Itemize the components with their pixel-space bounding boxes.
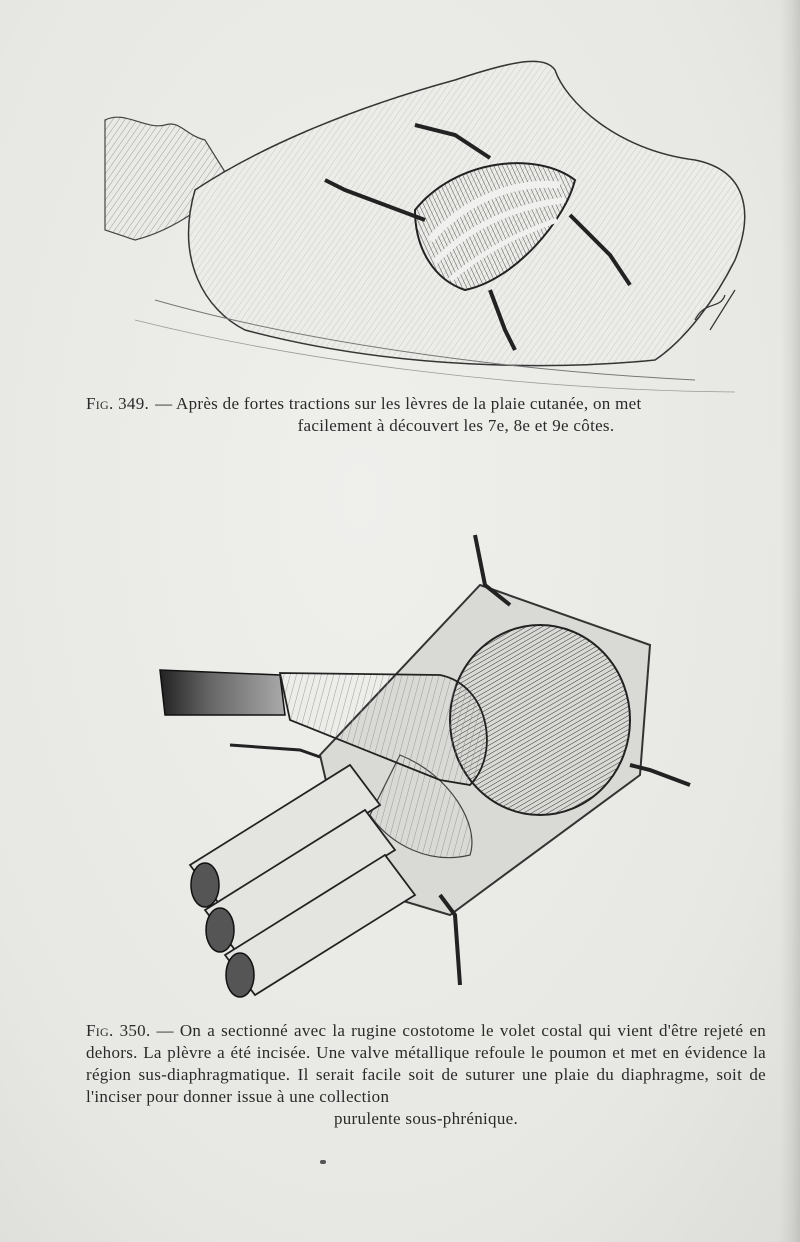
- figure-350-caption-last: purulente sous-phrénique.: [333, 1109, 519, 1128]
- figure-349-caption-line2: facilement à découvert les 7e, 8e et 9e côtes.: [297, 416, 615, 435]
- figure-349-caption: [86, 393, 766, 437]
- figure-350-caption-text: — On a sectionné avec la rugine costotome le volet costal qui vient d'être rejeté en dehors. La plèvre a été incisée. Une valve métallique refoule le poumon et met en évidence la région sus-diaphragmatique. Il serait facile soit de suturer une plaie du diaphragme, soit de l'inciser pour donner issue à une collection: [86, 1021, 766, 1106]
- figure-349-caption-line1: — Après de fortes tractions sur les lèvres de la plaie cutanée, on met: [155, 394, 642, 413]
- page-gutter-shadow: [780, 0, 800, 1242]
- figure-349-illustration: [95, 40, 765, 400]
- figure-350-illustration: [150, 525, 710, 1015]
- figure-349-number: Fig. 349.: [86, 394, 150, 413]
- page-speck: [320, 1160, 326, 1164]
- figure-350-number: Fig. 350.: [86, 1021, 151, 1040]
- figure-350-caption: [86, 1020, 766, 1130]
